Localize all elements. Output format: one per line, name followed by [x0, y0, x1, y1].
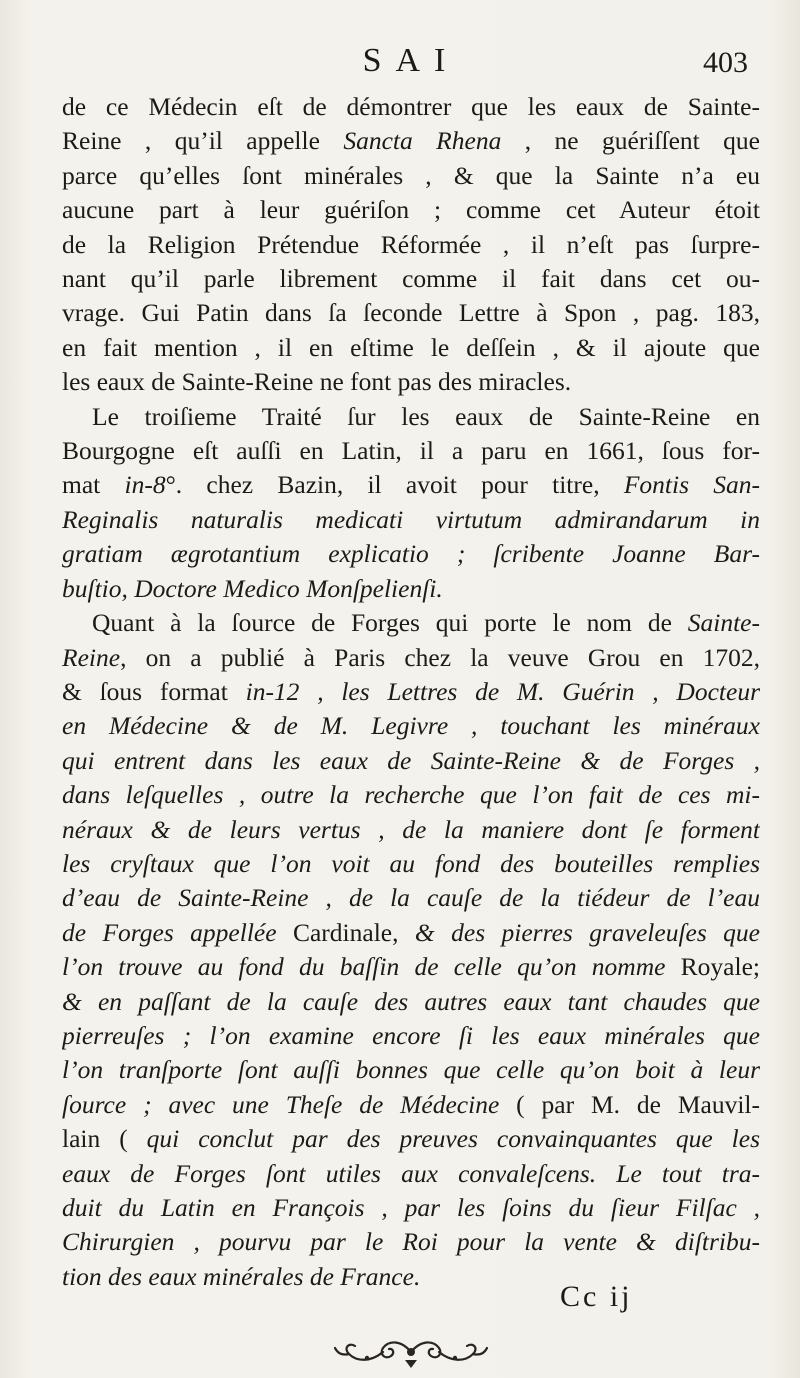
italic-text: pierreuſes ; l’on examine encore ſi les eaux minérales que	[62, 1020, 760, 1050]
italic-text: in-12 , les Lettres de M. Guérin , Docteur	[245, 676, 760, 706]
text-line	[62, 950, 760, 984]
text-line	[62, 365, 760, 399]
text-line	[62, 675, 760, 709]
italic-text: duit du Latin en François , par les ſoins du ſieur Filſac ,	[62, 1193, 760, 1222]
text-line	[62, 572, 760, 606]
text-line	[62, 778, 760, 812]
roman-text: Royale;	[680, 952, 760, 982]
italic-text: ſource ; avec une Theſe de Médecine	[62, 1089, 500, 1119]
text-line	[62, 331, 760, 365]
text-line	[62, 709, 760, 743]
italic-text: in-8	[124, 470, 166, 500]
roman-text: Bourgogne eſt auſſi en Latin, il a paru en 1661, ſous for-	[62, 436, 760, 466]
text-line	[62, 606, 760, 640]
roman-text: Quant à la ſource de Forges qui porte le nom de	[92, 608, 688, 638]
text-line	[62, 228, 760, 262]
text-line	[62, 503, 760, 537]
roman-text: °. chez Bazin, il avoit pour titre,	[165, 470, 624, 500]
text-line	[62, 159, 760, 193]
italic-text: & des pierres graveleuſes que	[414, 917, 760, 947]
roman-text: ( par M. de Mauvil-	[499, 1089, 760, 1119]
roman-text: mat	[62, 470, 125, 500]
text-line	[62, 1122, 760, 1156]
italic-text: Chirurgien , pourvu par le Roi pour la vente & diſtribu-	[62, 1227, 760, 1257]
roman-text: aucune part à leur guériſon ; comme cet Auteur étoit	[62, 195, 760, 225]
roman-text: Reine , qu’il appelle	[62, 126, 344, 156]
body-text	[62, 90, 760, 1294]
roman-text: parce qu’elles ſont minérales , & que la Sainte n’a eu	[62, 160, 760, 190]
text-line	[62, 1053, 760, 1087]
roman-text: , ne guériſſent que	[501, 126, 760, 156]
text-line	[62, 262, 760, 296]
italic-text: tion des eaux minérales de France.	[62, 1261, 421, 1291]
italic-text: Sainte-	[687, 608, 760, 638]
text-line	[62, 847, 760, 881]
text-line	[62, 1157, 760, 1191]
text-line	[62, 985, 760, 1019]
paragraph	[62, 606, 760, 1294]
italic-text: l’on trouve au fond du baſſin de celle qu’on nomme	[62, 952, 681, 982]
italic-text: Reine	[62, 642, 121, 672]
text-line	[62, 90, 760, 124]
text-line	[62, 296, 760, 330]
text-line	[62, 641, 760, 675]
text-line	[62, 434, 760, 468]
running-head-title: SAI	[362, 42, 460, 79]
text-line	[62, 468, 760, 502]
italic-text: Reginalis naturalis medicati virtutum admirandarum in	[62, 504, 760, 534]
text-line	[62, 193, 760, 227]
text-line	[62, 916, 760, 950]
text-line	[62, 124, 760, 158]
italic-text: & en paſſant de la cauſe des autres eaux tant chaudes que	[62, 986, 760, 1016]
fleuron-ornament	[331, 1334, 491, 1370]
italic-text: buſtio, Doctore Medico Monſpelienſi.	[62, 573, 443, 603]
text-line	[62, 744, 760, 778]
roman-text: nant qu’il parle librement comme il fait dans cet ou-	[62, 264, 760, 294]
italic-text: eaux de Forges ſont utiles aux convaleſcens. Le tout tra-	[62, 1158, 760, 1188]
paragraph	[62, 90, 760, 400]
roman-text: en fait mention , il en eſtime le deſſein , & il ajoute que	[62, 332, 760, 362]
text-line	[62, 813, 760, 847]
text-line	[62, 400, 760, 434]
text-line	[62, 881, 760, 915]
italic-text: dans leſquelles , outre la recherche que l’on fait de ces mi-	[62, 780, 760, 810]
signature-mark: Cc ij	[560, 1280, 633, 1313]
roman-text: & ſous format	[62, 676, 246, 706]
text-line	[62, 1260, 760, 1294]
roman-text: , on a publié à Paris chez la veuve Grou en 1702,	[120, 642, 760, 672]
roman-text: vrage. Gui Patin dans ſa ſeconde Lettre à Spon , pag. 183,	[62, 298, 760, 328]
text-line	[62, 1191, 760, 1225]
text-line	[62, 1088, 760, 1122]
italic-text: qui conclut par des preuves convainquantes que les	[146, 1124, 760, 1154]
italic-text: Fontis San-	[623, 470, 760, 500]
italic-text: les cryſtaux que l’on voit au fond des bouteilles remplies	[62, 848, 760, 878]
text-line	[62, 537, 760, 571]
paragraph	[62, 400, 760, 606]
italic-text: qui entrent dans les eaux de Sainte-Reine & de Forges ,	[62, 745, 760, 775]
roman-text: Cardinale,	[292, 917, 415, 947]
text-line	[62, 1019, 760, 1053]
roman-text: les eaux de Sainte-Reine ne font pas des miracles.	[62, 367, 572, 397]
italic-text: de Forges appellée	[62, 917, 293, 947]
roman-text: Le troiſieme Traité ſur les eaux de Sainte-Reine en	[92, 401, 760, 431]
italic-text: l’on tranſporte ſont auſſi bonnes que celle qu’on boit à leur	[62, 1055, 760, 1085]
italic-text: néraux & de leurs vertus , de la maniere dont ſe forment	[62, 814, 760, 844]
roman-text: lain (	[62, 1124, 147, 1154]
roman-text: de ce Médecin eſt de démontrer que les eaux de Sainte-	[62, 92, 760, 121]
page-number: 403	[703, 46, 748, 79]
roman-text: de la Religion Prétendue Réformée , il n’eſt pas ſurpre-	[62, 229, 760, 259]
text-line	[62, 1225, 760, 1259]
italic-text: Sancta Rhena	[343, 126, 502, 156]
running-head	[62, 40, 760, 92]
italic-text: gratiam ægrotantium explicatio ; ſcribente Joanne Bar-	[62, 539, 760, 569]
italic-text: en Médecine & de M. Legivre , touchant les minéraux	[62, 711, 760, 741]
italic-text: d’eau de Sainte-Reine , de la cauſe de la tiédeur de l’eau	[62, 883, 760, 913]
